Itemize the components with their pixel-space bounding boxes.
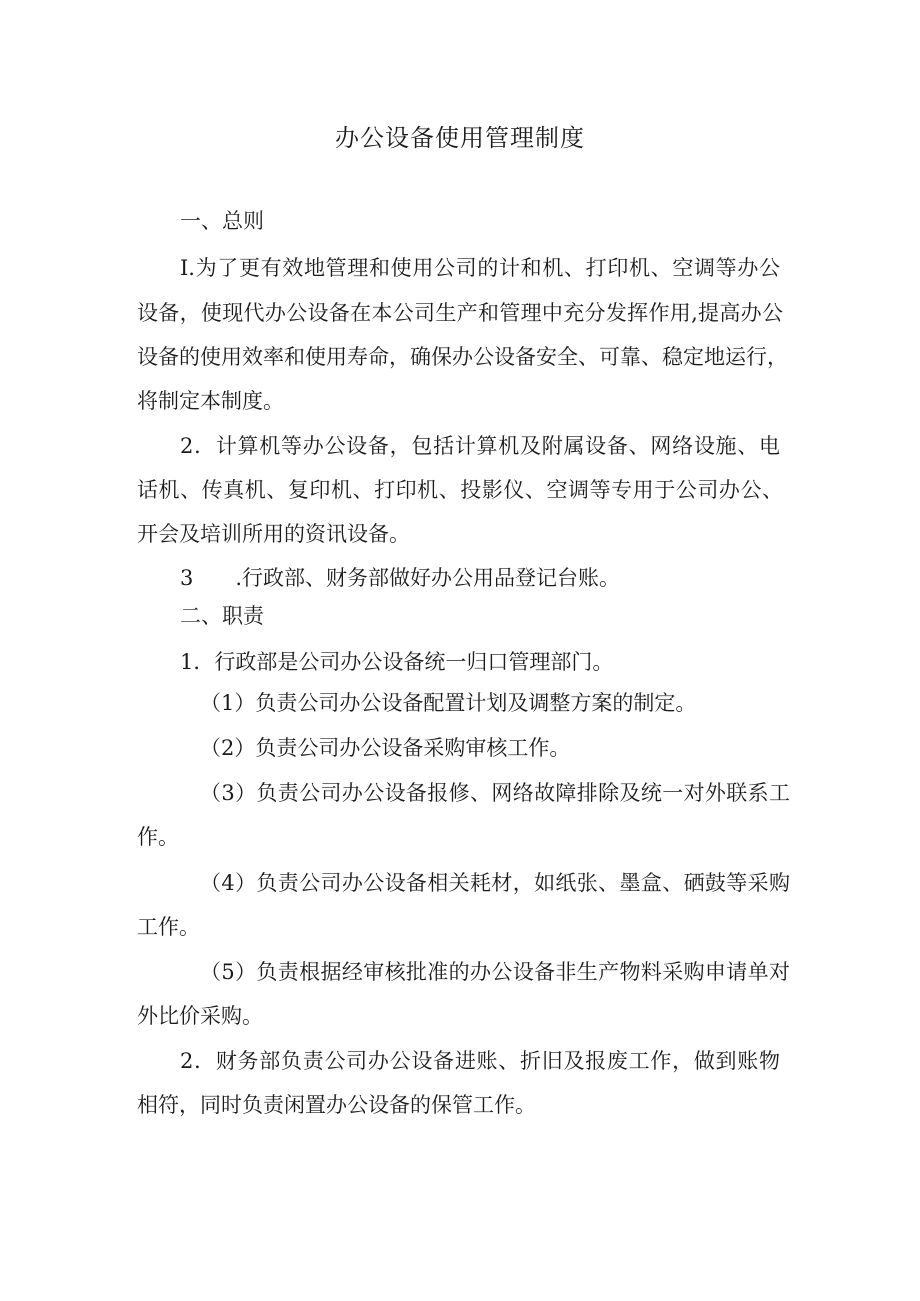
paragraph-line: 话机、传真机、复印机、打印机、投影仪、空调等专用于公司办公、 xyxy=(137,478,783,502)
section-heading-duties: 二、职责 xyxy=(180,604,264,628)
paragraph-line: （2）负责公司办公设备采购审核工作。 xyxy=(200,736,571,760)
paragraph-line: （4）负责公司办公设备相关耗材，如纸张、墨盒、硒鼓等采购 xyxy=(200,871,790,895)
section-heading-general: 一、总则 xyxy=(180,209,264,233)
paragraph-line: 工作。 xyxy=(137,915,200,939)
paragraph-line: 作。 xyxy=(137,825,179,849)
paragraph-line: 设备，使现代办公设备在本公司生产和管理中充分发挥作用,提高办公 xyxy=(137,301,783,325)
paragraph-line: （1）负责公司办公设备配置计划及调整方案的制定。 xyxy=(200,691,697,715)
paragraph-line: 2．财务部负责公司办公设备进账、折旧及报废工作，做到账物 xyxy=(180,1049,780,1073)
paragraph-line: 外比价采购。 xyxy=(137,1004,263,1028)
paragraph-line: 1．行政部是公司办公设备统一归口管理部门。 xyxy=(180,650,614,674)
paragraph-line: 设备的使用效率和使用寿命，确保办公设备安全、可靠、稳定地运行， xyxy=(137,345,788,369)
document-title: 办公设备使用管理制度 xyxy=(335,124,585,152)
paragraph-line: （5）负责根据经审核批准的办公设备非生产物料采购申请单对 xyxy=(200,960,790,984)
paragraph-line: （3）负责公司办公设备报修、网络故障排除及统一对外联系工 xyxy=(200,781,790,805)
paragraph-line: 相符，同时负责闲置办公设备的保管工作。 xyxy=(137,1093,536,1117)
item-text: .行政部、财务部做好办公用品登记台账。 xyxy=(235,566,621,590)
item-number: 3 xyxy=(180,566,194,590)
paragraph-line: 2．计算机等办公设备，包括计算机及附属设备、网络设施、电 xyxy=(180,434,780,458)
paragraph-line: 将制定本制度。 xyxy=(137,389,284,413)
paragraph-line: 开会及培训所用的资讯设备。 xyxy=(137,522,410,546)
paragraph-line xyxy=(180,563,620,593)
paragraph-line: I.为了更有效地管理和使用公司的计和机、打印机、空调等办公 xyxy=(180,256,780,280)
